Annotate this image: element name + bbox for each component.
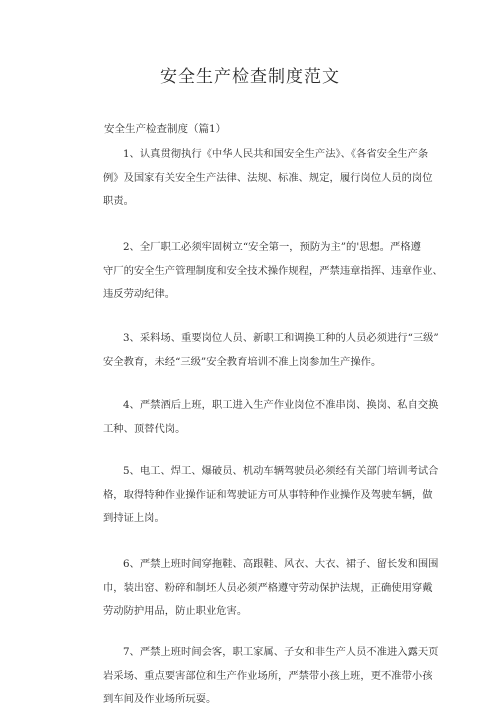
paragraph-line: 3、采料场、重要岗位人员、新职工和调换工种的人员必须进行“三级” bbox=[123, 332, 439, 344]
paragraph-line: 职责。 bbox=[103, 195, 134, 207]
paragraph-7 bbox=[103, 641, 439, 712]
paragraph-line: 劳动防护用品，防止职业危害。 bbox=[103, 605, 248, 617]
paragraph-line: 安全教育，未经“三级”安全教育培训不准上岗参加生产操作。 bbox=[103, 355, 382, 368]
paragraph-line: 巾，装出窑、粉碎和制坯人员必须严格遵守劳动保护法规，正确使用穿戴 bbox=[103, 581, 433, 594]
paragraph-line: 6、严禁上班时间穿拖鞋、高跟鞋、风衣、大衣、裙子、留长发和围围 bbox=[123, 558, 439, 570]
paragraph-line: 4、严禁酒后上班，职工进入生产作业岗位不准串岗、换岗、私自交换 bbox=[123, 399, 439, 411]
paragraph-line: 违反劳动纪律。 bbox=[103, 288, 176, 300]
paragraph-1 bbox=[103, 143, 436, 214]
paragraph-5 bbox=[103, 460, 439, 531]
paragraph-6 bbox=[103, 553, 439, 624]
paragraph-line: 5、电工、焊工、爆破员、机动车辆驾驶员必须经有关部门培训考试合 bbox=[123, 465, 439, 477]
paragraph-line: 2、全厂职工必须牢固树立“安全第一，预防为主”的'思想。严格遵 bbox=[123, 241, 421, 253]
paragraph-line: 1、认真贯彻执行《中华人民共和国安全生产法》、《各省安全生产条 bbox=[123, 148, 429, 160]
paragraph-line: 工种、顶替代岗。 bbox=[103, 422, 186, 435]
document-subtitle: 安全生产检查制度（篇1） bbox=[104, 123, 227, 135]
paragraph-2 bbox=[103, 236, 443, 307]
paragraph-line: 岩采场、重点要害部位和生产作业场所，严禁带小孩上班，更不准带小孩 bbox=[103, 669, 433, 682]
paragraph-line: 7、严禁上班时间会客，职工家属、子女和非生产人员不准进入露天页 bbox=[123, 646, 439, 658]
paragraph-line: 到持证上岗。 bbox=[103, 512, 165, 524]
paragraph-3 bbox=[103, 327, 439, 374]
paragraph-line: 到车间及作业场所玩耍。 bbox=[103, 693, 217, 705]
paragraph-4 bbox=[103, 394, 439, 441]
document-title: 安全生产检查制度范文 bbox=[160, 67, 340, 87]
paragraph-line: 格，取得特种作业操作证和驾驶证方可从事特种作业操作及驾驶车辆，做 bbox=[103, 488, 433, 501]
paragraph-line: 例》及国家有关安全生产法律、法规、标准、规定，履行岗位人员的岗位 bbox=[103, 171, 433, 184]
paragraph-line: 守厂的安全生产管理制度和安全技术操作规程，严禁违章指挥、违章作业、 bbox=[103, 264, 443, 277]
